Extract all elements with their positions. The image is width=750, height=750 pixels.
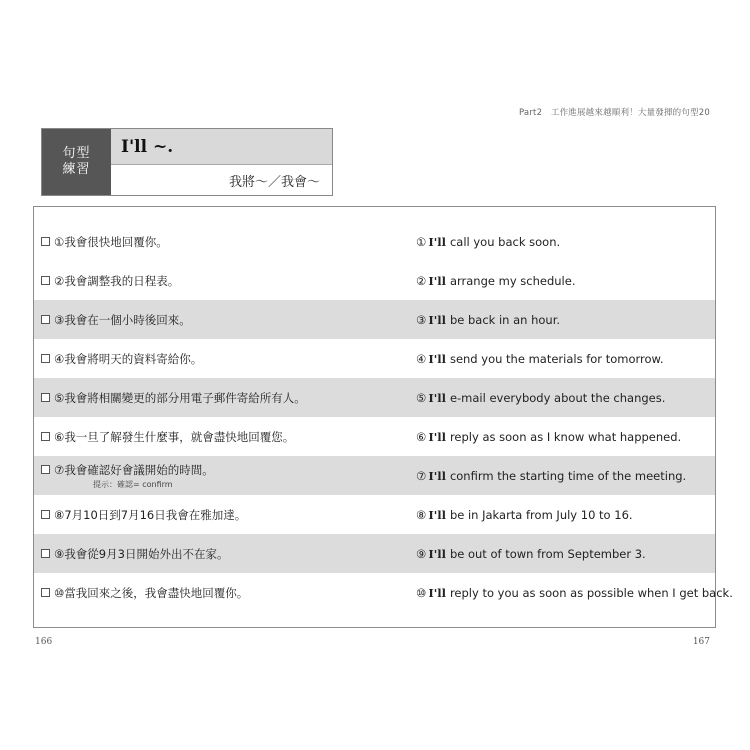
sentence-number: ① — [416, 234, 427, 249]
sentence-number: ③ — [416, 312, 427, 327]
english-sentence — [416, 378, 665, 417]
sentence-subject: I'll — [428, 585, 446, 600]
sentence-subject: I'll — [428, 390, 446, 405]
sentence-number: ③ — [54, 312, 65, 327]
sentence-number: ⑨ — [416, 546, 427, 561]
sentence-text: confirm the starting time of the meeting. — [449, 468, 687, 483]
sentence-text: 我會將明天的資料寄給你。 — [64, 351, 203, 366]
sentence-text: be in Jakarta from July 10 to 16. — [449, 507, 633, 522]
pattern-chinese: 我將～／我會～ — [111, 164, 332, 195]
english-sentence — [416, 300, 560, 339]
sentence-text: 當我回來之後，我會盡快地回覆你。 — [64, 585, 249, 600]
sentence-number: ⑤ — [416, 390, 427, 405]
chinese-sentence — [41, 261, 179, 300]
chinese-sentence — [41, 417, 294, 456]
sentence-number: ④ — [54, 351, 65, 366]
sentence-text: reply as soon as I know what happened. — [449, 429, 682, 444]
table-row — [34, 495, 715, 534]
sentence-number: ② — [54, 273, 65, 288]
sentence-number: ⑧ — [54, 507, 65, 522]
hint-text: 提示：確認= confirm — [93, 479, 173, 489]
chinese-sentence — [41, 378, 306, 417]
sentence-text: e-mail everybody about the changes. — [449, 390, 666, 405]
sentence-text: reply to you as soon as possible when I get back. — [449, 585, 733, 600]
sentence-text: 我會確認好會議開始的時間。 — [64, 462, 214, 477]
sentence-text: send you the materials for tomorrow. — [449, 351, 664, 366]
table-row — [34, 534, 715, 573]
sentence-number: ② — [416, 273, 427, 288]
checkbox[interactable] — [41, 510, 50, 519]
running-head: Part2 工作進展越來越順利！大量發揮的句型20 — [518, 108, 710, 118]
sentence-subject: I'll — [428, 468, 446, 483]
sentence-subject: I'll — [428, 234, 446, 249]
table-row — [34, 456, 715, 495]
sentence-text: 我會將相關變更的部分用電子郵件寄給所有人。 — [64, 390, 306, 405]
pattern-label — [42, 129, 111, 195]
pattern-box — [41, 128, 333, 196]
checkbox[interactable] — [41, 432, 50, 441]
sentence-number: ⑦ — [54, 462, 65, 477]
table-row — [34, 261, 715, 300]
page-number-right: 167 — [692, 637, 710, 647]
sentence-text: be out of town from September 3. — [449, 546, 646, 561]
checkbox[interactable] — [41, 549, 50, 558]
chinese-sentence — [41, 456, 214, 495]
table-row — [34, 417, 715, 456]
checkbox[interactable] — [41, 315, 50, 324]
pattern-content — [111, 129, 332, 195]
chinese-sentence — [41, 222, 168, 261]
english-sentence — [416, 417, 681, 456]
chinese-sentence — [41, 495, 246, 534]
table-row — [34, 378, 715, 417]
table-row — [34, 339, 715, 378]
sentence-text: be back in an hour. — [449, 312, 561, 327]
sentence-subject: I'll — [428, 546, 446, 561]
english-sentence — [416, 261, 575, 300]
sentence-number: ⑧ — [416, 507, 427, 522]
checkbox[interactable] — [41, 588, 50, 597]
sentence-subject: I'll — [428, 273, 446, 288]
english-sentence — [416, 573, 733, 612]
sentence-text: 我會很快地回覆你。 — [64, 234, 168, 249]
sentence-text: arrange my schedule. — [449, 273, 576, 288]
sentence-subject: I'll — [428, 312, 446, 327]
sentence-text: 我會調整我的日程表。 — [64, 273, 180, 288]
english-sentence — [416, 339, 664, 378]
table-row — [34, 222, 715, 261]
english-sentence — [416, 534, 646, 573]
checkbox[interactable] — [41, 276, 50, 285]
table-row — [34, 573, 733, 612]
sentence-number: ⑩ — [416, 585, 427, 600]
page-number-left: 166 — [35, 637, 53, 647]
sentence-subject: I'll — [428, 429, 446, 444]
exercise-table — [33, 206, 733, 628]
english-sentence — [416, 456, 686, 495]
sentence-number: ⑥ — [54, 429, 65, 444]
table-row — [34, 300, 715, 339]
sentence-number: ⑦ — [416, 468, 427, 483]
sentence-text: 我會從9月3日開始外出不在家。 — [64, 546, 229, 561]
checkbox[interactable] — [41, 237, 50, 246]
sentence-subject: I'll — [428, 507, 446, 522]
checkbox[interactable] — [41, 465, 50, 474]
sentence-number: ⑨ — [54, 546, 65, 561]
sentence-text: call you back soon. — [449, 234, 561, 249]
checkbox[interactable] — [41, 393, 50, 402]
sentence-number: ① — [54, 234, 65, 249]
sentence-text: 7月10日到7月16日我會在雅加達。 — [64, 507, 247, 522]
pattern-label-line2: 練習 — [62, 162, 91, 177]
chinese-sentence — [41, 573, 248, 612]
sentence-number: ④ — [416, 351, 427, 366]
checkbox[interactable] — [41, 354, 50, 363]
sentence-text: 我一旦了解發生什麼事，就會盡快地回覆您。 — [64, 429, 295, 444]
sentence-number: ⑤ — [54, 390, 65, 405]
sentence-text: 我會在一個小時後回來。 — [64, 312, 191, 327]
pattern-label-line1: 句型 — [62, 146, 91, 161]
sentence-subject: I'll — [428, 351, 446, 366]
sentence-number: ⑥ — [416, 429, 427, 444]
english-sentence — [416, 222, 560, 261]
english-sentence — [416, 495, 633, 534]
sentence-number: ⑩ — [54, 585, 65, 600]
chinese-sentence — [41, 339, 202, 378]
chinese-sentence — [41, 300, 191, 339]
chinese-sentence — [41, 534, 228, 573]
pattern-english: I'll ~. — [111, 129, 332, 164]
